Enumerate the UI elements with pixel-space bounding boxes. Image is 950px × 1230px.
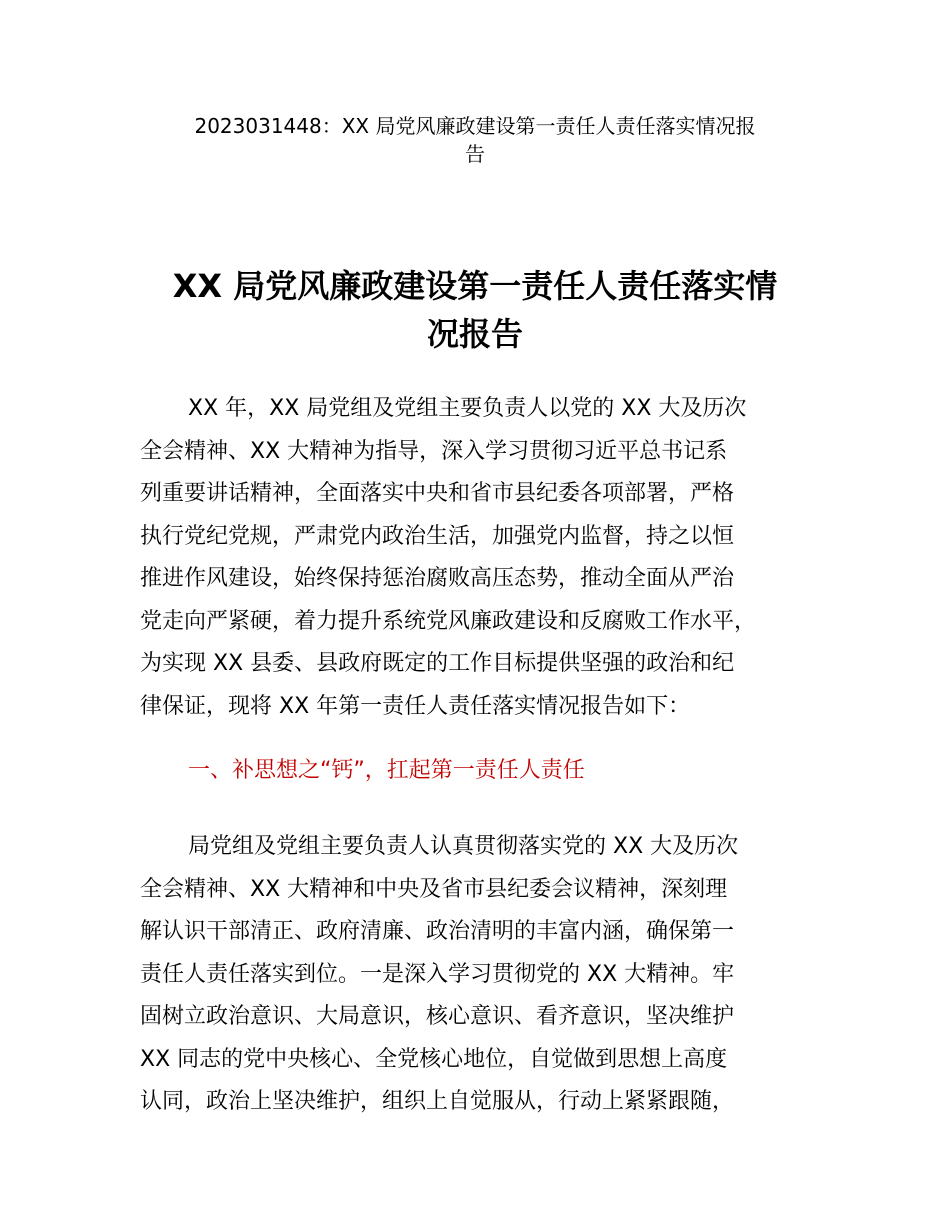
document-title bbox=[140, 262, 810, 358]
paragraph-line: 推进作风建设，始终保持惩治腐败高压态势，推动全面从严治 bbox=[140, 566, 735, 591]
paragraph-line: 律保证，现将 XX 年第一责任人责任落实情况报告如下： bbox=[140, 693, 691, 719]
title-line: XX 局党风廉政建设第一责任人责任落实情 bbox=[172, 267, 778, 305]
paragraph-line: 为实现 XX 县委、县政府既定的工作目标提供坚强的政治和纪 bbox=[140, 651, 735, 676]
paragraph-line: XX 同志的党中央核心、全党核心地位，自觉做到思想上高度 bbox=[140, 1046, 728, 1072]
paragraph-line: XX 年，XX 局党组及党组主要负责人以党的 XX 大及历次 bbox=[188, 396, 747, 421]
intro-paragraph bbox=[140, 388, 830, 728]
paragraph-line: 党走向严紧硬，着力提升系统党风廉政建设和反腐败工作水平， bbox=[140, 608, 757, 634]
document-header bbox=[140, 112, 810, 168]
paragraph-line: 局党组及党组主要负责人认真贯彻落实党的 XX 大及历次 bbox=[188, 834, 739, 859]
section-heading: 一、补思想之“钙”，扛起第一责任人责任 bbox=[188, 758, 585, 783]
paragraph-line: 解认识干部清正、政府清廉、政治清明的丰富内涵，确保第一 bbox=[140, 919, 735, 944]
paragraph-line: 认同，政治上坚决维护，组织上自觉服从，行动上紧紧跟随， bbox=[140, 1089, 735, 1114]
paragraph-line: 全会精神、XX 大精神为指导，深入学习贯彻习近平总书记系 bbox=[140, 438, 728, 464]
paragraph-line: 列重要讲话精神，全面落实中央和省市县纪委各项部署，严格 bbox=[140, 481, 735, 506]
section-paragraph bbox=[140, 826, 830, 1124]
paragraph-line: 执行党纪党规，严肃党内政治生活，加强党内监督，持之以恒 bbox=[140, 523, 735, 549]
header-line: 2023031448：XX 局党风廉政建设第一责任人责任落实情况报 bbox=[194, 114, 756, 138]
header-line: 告 bbox=[465, 142, 485, 166]
paragraph-line: 责任人责任落实到位。一是深入学习贯彻党的 XX 大精神。牢 bbox=[140, 961, 735, 987]
title-line: 况报告 bbox=[426, 315, 523, 353]
paragraph-line: 固树立政治意识、大局意识，核心意识、看齐意识，坚决维护 bbox=[140, 1004, 735, 1029]
paragraph-line: 全会精神、XX 大精神和中央及省市县纪委会议精神，深刻理 bbox=[140, 876, 728, 902]
